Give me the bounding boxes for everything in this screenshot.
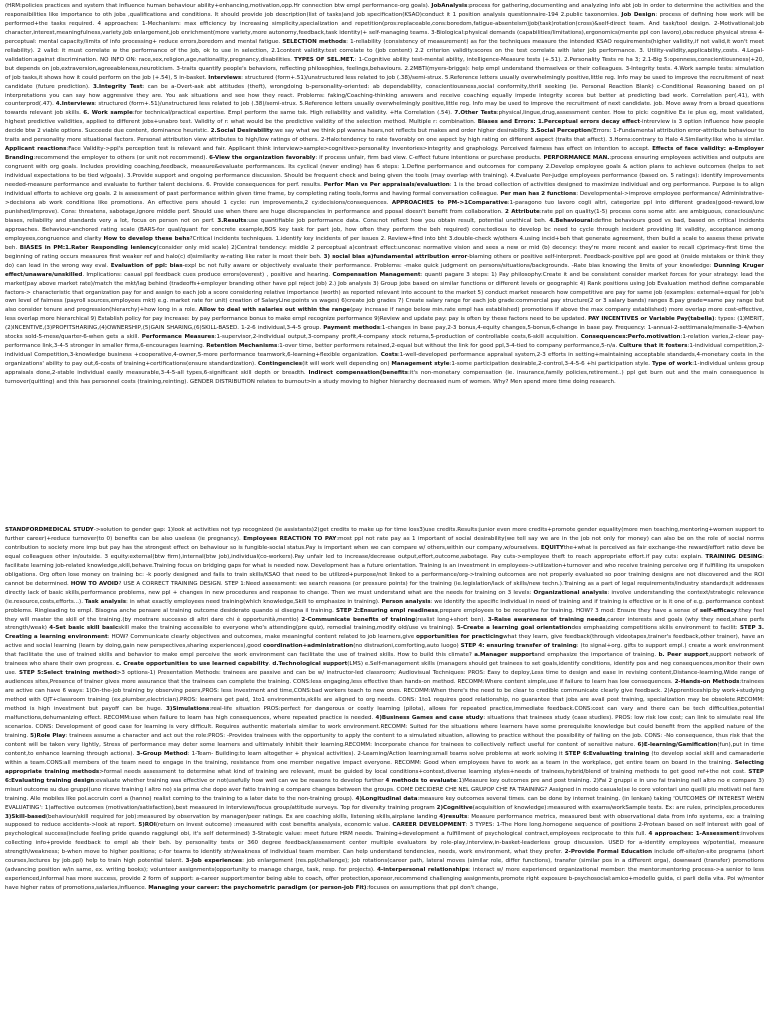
term-heading: 3.Results: [217, 217, 247, 224]
term-heading: Perfor Man vs Per appraisals/evaluation: [323, 182, 450, 189]
term-heading: TRAINING DESING: [705, 553, 763, 560]
term-text: : 1 is the broad collection of activities designed to maximize individual and org performance. Purpose is to align individual efforts to achieve org goals. 2 is assessment of past performance within given time frame, by completing rating tools,forms and having formal conversation colleague.: [5, 182, 764, 198]
term-heading: How to develop these behs: [103, 235, 190, 242]
term-heading: Applicant reactions: [5, 146, 67, 153]
term-text: ,career interests and goals (why they need,share perfs strength/weak): [5, 616, 764, 632]
term-heading: 4 methods to evaluate: [385, 777, 457, 784]
term-heading: opportunities for practicing: [416, 634, 504, 641]
term-text: :trainees are active can have 6 ways: 1)On-the-job training by observing peers,PROS: less investment and time,CONS:bad workers teach to new ones. RECOMM:When there's the need to be clear to credible communicate clearly give feedback. 2)Apprenticeship:by work+studying method with OJT+classroom training (ex.plumber,electrician).PROS: learners get paid, 1to1 environments,skills are aligned to org needs. CONS: 1to1 requires good relationship, no guarantee that jobs are avail post training, specialization may be obsolete.RECOMM: method is high investment but payoff can be huge.: [5, 679, 764, 713]
term-text: :1-individual unless group appraisals done,2-stable individual easily measurable,3-4-5-all types,6-significant skill depth or breadth.: [5, 361, 764, 377]
term-text: :focuses on assumptions that ppl don't change,: [366, 885, 499, 892]
term-text: : trainees assume a character and act out the role:PROS: -Provides trainees with the opportunity to apply the content to a simulated situation, allowing to practice without the possibility of failing on the job. CONS: -No consequence, thus risk that the content will be taken very lightly, Stress of performance may deter some learners and ultimately inhibit their learning.RECOMM: Incorporate chance for trainees to collectively reflect useful for content of sensitive nature.: [5, 732, 764, 748]
term-heading: 4)Business Games and case study: [375, 715, 484, 722]
term-text: :measure key outcomes several times. can be done by internet training. (in lenkan) taking 'OUTCOMES OF INTEREST WHEN EVALUATING': 1)affective outcomes (motivation/satisfaction),best measured in interviews/focus group/attitude surveys. Top for diversity training program: [5, 795, 764, 811]
term-heading: Culture that it fosters: [619, 343, 688, 350]
term-heading: Consequences:Perfo.motivation: [580, 334, 681, 341]
term-heading: 2)Cognitive: [436, 804, 473, 811]
term-text: the+what is perceived as fair exchange-the reward/effort ratio deve be equal colleagues other in/outside. 3 equity:external(btw firm),internal(btw job),individual(co-workers).Pay unfair led to increase/decrease output,effort,outcome,sabotage. Pay cuts->employee theft to reach appropriate effort.if pay cuts: explain.: [5, 544, 764, 560]
term-text: :involves collecting info+provide feedback to empl ab their beh. by personality tests or 360 degree feedback/assessment center multiple evaluators by role-play,interview,in-basket-leaderless group discussion. USED for a-identify employees w/potential, measure strength/weakness; b-when move to higher positions; c-for teams to identify str/weakness of individual team member. Can help understand tendencies, needs, work environment, what they prefer.: [5, 831, 764, 856]
term-heading: 4.Behavioural: [549, 217, 593, 224]
term-heading: PAY INCENTIVES or Variable Pay(tabella): [588, 316, 715, 323]
term-heading: PERFORMANCE MAN.: [543, 155, 610, 162]
term-text: :it's non-monetary compensation (ie. insurance,family policies,retirement..) ppl get burn out and the main consequence is turnover(quitting) and this has personnel costs (training,reinting). GENDER DISTRIBUTION relates to burnout>in a study moving to higher hierarchy decreased num of women. Why? Men spend more time doing research.: [5, 370, 764, 386]
term-text: :1-some participation desirable,2-control,3-4-5-6 +hi participation style.: [449, 361, 652, 368]
term-text: >formal needs assessment to determine what kind of training are relevant, must be guided by local conditions+context,diverse learning styles+needs of trainees,hybrid/blend of training methods to get good ref+the not cost.: [99, 768, 749, 775]
term-text: :process ensuring employees activities and outputs are congruent with org goals. Includes providing coaching,feedback, measure&evaluate performances. Its cyclical (never ending) has 6 steps: 1.Define performance and outcomes for company 2.Develop employee goals & action plans to achieve outcomes (helps to set individual expectations to be tied w/goals). 3.Provide support and ongoing performance discussion. Should be frequent check and being given the tools (may overlap with training). 4.Evaluate Per-judge employees performance (based on. 5 ratings): identify improvements needed-measure performance and evaluate to further talent decisions. 6. Provide consequences for perf. results.: [5, 155, 764, 189]
term-heading: STEP 6:Evaluating training: [564, 750, 650, 757]
term-text: :1-paragono tuo lavoro cogli altri, categorize ppl into different grades(good-reward,low punished/improve). Cons: threatens, sabotage,ignore middle perf. Should use when there are huge discrepancies in performance and pposal doesn't benefit from collaboration.: [5, 199, 764, 215]
term-heading: Retention Mechanisms: [206, 343, 278, 350]
term-text: -blaming others or positive self-interpret. Feedback-positive ppl are good at (inside mistakes or think they do) can lead in the wrong way eval.: [5, 253, 764, 269]
term-heading: a.Manager support: [474, 652, 535, 659]
term-heading: Costs: [380, 352, 398, 359]
term-heading: BIASES in PM:1.Rater Responding leniency: [19, 244, 157, 251]
term-heading: Effects of face validity: a-Employer Branding: [5, 146, 764, 162]
term-heading: STEP 5:Select training method: [19, 670, 117, 677]
term-heading: 3-Group Method: [136, 750, 188, 757]
term-text: : Developmental->improve employee performance/ Administrative->decisions ab work conditions like promotions. An effective pers should 1 cycle: run improvements,2 cy:decisions/consequences.: [5, 191, 764, 206]
term-text: (behaviour/skill required for job):measured by observation by manager/peer ratings. Ex are coaching skills, listening skills,airplane landing: [45, 813, 440, 820]
term-heading: Compensation Management: [332, 271, 421, 278]
term-text: :they feel they will master the skill of the training.(by mostrare successo di altri dare chi è opportunità,mentio): [5, 607, 764, 623]
term-heading: Per man has 2 functions: [500, 191, 577, 198]
term-heading: Organizational analysis: [533, 589, 608, 596]
term-text: (acquisition of knowledge):measured with exams/workSample tests. Ex: are rules, principles,procedures: [472, 804, 764, 811]
term-text: : 1-Team- Building:to learn altogether + physical activities). 2-Learning/Action learning:small teams solve problems at work solving it: [187, 750, 565, 757]
term-heading: d.Technological support: [272, 661, 348, 668]
term-heading: Selecting appropriate training methods: [5, 759, 764, 775]
term-text: :1)Measure key outcomes pre and post training. 2)Fai 2 gruppi e in uno fai training nell altro no e compare 3) misuri outcome su due gruppi(uno riceve training l altro no) sia prima che dopo aver fatto training e compare changes between the groups.: [5, 777, 764, 793]
term-heading: c. Create opportunities to use learned capability: [115, 661, 269, 668]
term-text: ,prepare employees to be receptive for training. HOW? 3 mod: Ensure they have a sense of: [438, 607, 700, 614]
term-text: :rate ppl on quality(1-5) process cons some attr. are ambiguous, conscious/unc biases, reliability and standards very a lot, focus on person not on perf.: [5, 208, 764, 224]
term-text: : 1-Cognitive ability test-mental ability, intelligence-Measure tests (+.51). 2.Personality Tests re ha 3; 2.1-Big 5:openness,conscientiousness(+20, but depends on job,extraversion,agreeableness,neuroticism. 3-traits quantify people's behaviors, reflecting philosophies, feelings,behaviours. 2.2MBTI(myers-briggs): help empl understand themselves or their colleagues. 3-Integrity tests. 4.Work sample tests: simulation of job tasks,it shows how it could perform on the job (+.54), 5 in-basket.: [5, 56, 764, 81]
term-heading: TYPES OF SEL.MET.: [294, 56, 355, 63]
term-heading: EQUITY: [540, 544, 564, 551]
term-text: skill make the training accessible to everyone who's attending(pre quiz), remedial training,modify old/use vs training).: [118, 625, 457, 632]
term-text: (return on invest outcome) :measured with cost benefits analysis, economic value.: [155, 822, 393, 829]
term-heading: 4-Set basic skill basic: [49, 625, 119, 632]
hrm-notes-block-2: [5, 526, 764, 1022]
term-heading: STEP 6:Evaluating training design: [5, 768, 764, 784]
term-text: des emphasizing competitions skills environment to facilit:: [571, 625, 740, 632]
term-heading: HOW TO AVOID: [70, 580, 119, 587]
term-text: ,support network of trainees who share their own progress.: [5, 652, 764, 668]
term-text: >3 options-1) Presentation Methods: trainees are passive and can be w/ instructor-led classroom; Audiovisual Techniques: PROS: Easy to deploy,Less time to design and ease in revising content,Distance-learning,Wide range of audiences sites,Presence of trainer gives more assurance that the trainees can complete the training. CONS:less engaging,less effective than hands-on method. RECOMM:Where content simple,use if failure to learn has low consequences.: [5, 670, 764, 686]
term-heading: STEP 3. Creating a learning environment: [5, 625, 764, 641]
term-heading: coordination+administration: [263, 643, 354, 650]
term-heading: 4.Interviews: [55, 101, 95, 108]
term-text: (fun),put in time content,to enhance learning through actions).: [5, 741, 764, 757]
term-heading: Allow to deal with salaries out within the range: [198, 307, 351, 314]
term-text: (consider only mid scale) 2)Central tendency: middle 2 perceptual a)contrast effect:unconsc normative vision and sees a new or mid (b) decency: they're more recent and easier to recall c)primacy-first time the beginning of rating occurs measures first weaker ref and halo(c) d)similarity w-rating like rater is most their beh.: [5, 244, 764, 260]
term-text: (LMS) e.Self-management skills (managers should get trainees to set goals,identify conditions, identify pos and neg consequences,monitor their own use.: [5, 661, 764, 677]
term-heading: Interviews: [208, 74, 242, 81]
term-text: (it will work well depending on): [302, 361, 392, 368]
term-text: :1-over time, better performers retained,2-equal but without the link for good ppl,3-4-tied to company performance,5-n/a.: [277, 343, 619, 350]
term-text: and emphasize the importance of training.: [534, 652, 659, 659]
term-text: :recommend the employer to others (or unit not recommend).: [33, 155, 210, 162]
term-text: :define behaviours good vs bad, based on critical incidents approaches. Behaviour-anchored rating scale (BARS-for qual/quant for concrete example,BOS key task for part job, how often they perform the beh required) cons:tedious to develop bc need to cycle through incident providing lit validity, acceptance among employees,congruence and clarity: [5, 217, 764, 242]
term-heading: STANDFORDMEDICAL STUDY: [5, 527, 94, 533]
term-heading: Person analysis: [381, 598, 431, 605]
term-text: : (to signal+org. gifts to support empl.) create a work environment that facilitate the use of trained skills and behavior to make empl perceive the work environment can facilitate the use of trained skills. How to build this climate?: [5, 643, 764, 659]
term-text: : 1-reliability (consistency of measurement) as for the techniques measure the intended KSAO requirements(higher validity,if not valid,it won't meet reliability). 2 valid: it must correlate w the performance of the job, ok to use in selection, 2.1content validity:test correlate to (job content) 2.2 criterion validity:scores on the test correlate with later job performance. 3. Utility-validity,applicability,costs. 4.Legal-validation:against discrimination. NO INFO ON: race,sex,religion,age,nationality,pregnancy,disabilities.: [5, 38, 764, 63]
term-heading: 3)Simulations: [166, 706, 210, 713]
term-heading: Evaluation of ppl: bias: [110, 262, 183, 269]
term-text: .: [268, 661, 273, 668]
term-text: : we identify the specific individual in need of training and if training is effective or is it one of e.g. performance context problems. Ringleading to empl. Bisogna anche pensare al training outcome desiderato quando si disegna il training.: [5, 598, 764, 614]
term-text: : structured (form+.51)/unstructured less related to job (.38)/semi-strux. 5.Reference letters usually overwhelmingly positive,little reg. Info may be used to improve the recruitment of next candidate (future prediction).: [5, 74, 764, 90]
hrm-notes-block-1: [5, 2, 764, 516]
term-heading: Biases and Errors: 1.Perceptual errors decay effect: [477, 119, 640, 126]
term-text: (pay increase if range below min.rate empl has established) promotions if above the max company established) more overlap more cost-effective, less overlap more hierarchical 9) Establish policy for pay increase: by pay performance bonus to make empl recognize performance 9)Review and update pay: pay is often by these factors need to be updated.: [5, 307, 764, 323]
term-heading: 6)E-learning/Gamification: [637, 741, 718, 748]
term-heading: 2-Provide Formal Education: [564, 849, 653, 856]
term-text: : in what exactly employees need training(which knowledge,Skill to emphasize in training).: [126, 598, 382, 605]
term-heading: 4)results: [439, 813, 468, 820]
term-text: :physical,lingue,drug,assessment center. How to pick: cognitive Ex ie plus eg, most validated, highest predictive validities, applied to different jobs+unabro test. Validity of r: what would be the predictive validity of the selection method. Multiple r: combination.: [5, 110, 764, 126]
term-heading: 4-interpersonal relationships: [377, 867, 469, 874]
term-heading: STEP 2:Ensuring empl readiness: [336, 607, 439, 614]
term-text: (realist long+short ben).: [415, 616, 488, 623]
term-heading: 3-Job experiences: [185, 858, 243, 865]
term-heading: Task analysis: [84, 598, 127, 605]
term-heading: JobAnalysis: [431, 3, 468, 9]
term-heading: Employees REACTION TO PAY: [243, 535, 337, 542]
term-text: . Implications: casual ppl feedback cues produce errors(overest) , positive and hearing.: [82, 271, 333, 278]
term-text: :evaluate whether training was effective or not(usefully how well can we be reasons to develop further: [94, 777, 386, 784]
term-text: :1-individual competition,2-individual Competition,3-knowledge business +cooperative,4-owner,5-more performance teamwork,6-learning+flexible organization.: [5, 343, 764, 359]
term-text: :we say what we think ppl wanna hears,not reflects but makes and order higher desirability.: [273, 128, 531, 135]
term-text: :most ppl not rate pay as 1 important of social desirability(we tell say we are in the job not only for money) can also be on the role of social norms contribution to society more imp but pay has the strongest effect on behaviour so is fungible-social status.Pay is important when we can compare w/ others,within our company,w/ourselves.: [5, 535, 764, 551]
term-heading: 3)Skill-based: [5, 813, 46, 820]
term-heading: 3-Raise awareness of training needs: [487, 616, 606, 623]
term-heading: Type of work: [651, 361, 693, 368]
term-heading: 2 Attribute: [505, 208, 540, 215]
term-heading: b. Peer support: [658, 652, 709, 659]
term-text: include off-site/on-site programs (short courses,lectures by job.ppl) help to train high potential talent.: [5, 849, 764, 865]
term-text: : structured (form+.51)/unstructured less related to job (.38)/semi-strux. 5.Reference letters usually overwhelmingly positive,little reg. Info may be used to improve the recruitment of next candidate. job. Move away from a broad questions towards relevant job skills.: [5, 101, 764, 117]
term-text: :for technical/practical expertise. Empl perform the same tsk. High reliability and validity. +Ha Correlation (.54).: [132, 110, 455, 117]
intro-text: (HRM:policies practices and system that influence human behaviour ability+enhancing,motivation,opp.Hr connection btw empl performance-org goals).: [5, 3, 432, 9]
term-heading: 6-View the organization favorably: [209, 155, 316, 162]
term-text: ?Critical incidents techniques. 1.identify key incidents of per issues 2. Review+find into bht 3.double-check w/others 4.using incid+beh that generate agreement, then build a scale to assess these private beh.: [5, 235, 764, 251]
term-heading: 3) social bias a)fundamental attribution error: [323, 253, 468, 260]
term-text: -intrerview is 3 option influence how people decide btw 2 viable options. Succeede due content, dominance heuristic.: [5, 119, 764, 135]
term-text: :process for gathering,documenting and analyzing info abt job in order to determine the activities and the responsibilities like importance to oth jobs ,qualifications and conditions. It should provide job description(list of tasks)and job specification(KSAO)conduct it 1 position analysis questionnaire-194 2.public taxonomies.: [5, 3, 764, 18]
term-heading: SELECTION methods: [282, 38, 347, 45]
term-heading: Payment methods: [323, 325, 381, 332]
term-text: : can be a-Overt-ask abt attitudes (theft), wrongdoing b-personality-oriented: ab dependability, conscientiousness,social conformity,thrill seeking (ie. Personal Reaction Blank) c-Conditional Reasoning based on pl interpretations you can say how aggressive they are. You ask situations and see how they react. Problems: faking/Coaching-thinking answers and receive coaching equally impede integrity scores but better at predicting bad work. Correlation per(.41), with counterprod(.47).: [5, 83, 764, 108]
term-text: : HOW? Communicate clearly objectives and outcomes, make meaningful content related to job learners,give: [107, 634, 417, 641]
term-heading: 7.Other Tests: [454, 110, 497, 117]
term-heading: 5-Create a learning goal orientation: [456, 625, 572, 632]
term-text: : job enlargement (res.ppl/challenge); job rotations(career path, lateral moves (similar role, differ functions), transfer (similar pos in a different orga), downward (transfer) promotions (advancing position w/in same, ex. writing books); volunteer assignments(opportunity to manage charge, task, resp. for projects).: [5, 858, 764, 874]
term-text: :1-changes in base pay,2-3 bonus,4-equity changes,5-bonus,6-change in base pay. Frequency: 1-annual-2-settimanale/mensile-3-4/when stocks sold-5-mese/quarter-6-when gets a skill.: [5, 325, 764, 341]
term-text: : situations that trainees study (case studies). PROS: low risk low cost; can link to simulate real life scenarios. CONS: Development of good case for learning is very difficult. Requires authentic materials similar to work environment.RECOMM: Suited for the situations where learners have some prerequisite knowledge but could benefit from the applied nature of the training.: [5, 715, 764, 739]
term-text: : involve understanding the context/strategic relevance (ie.resource,costs,efforts...).: [5, 589, 764, 605]
term-text: :real-life situation PROS:perfect for dangerous or costly learning (pilota), allows for repeated practice,immediate feedback.CONS:cost can vary and there can be tech difficulties,potential malfunctions,dehumanizing effect. RECOMM:use when failure to learn has high consequences, where repeated practice is needed.: [5, 706, 764, 722]
term-heading: Managing your career: the psychometric paradigm (or person-job Fit): [148, 885, 367, 892]
term-text: : process of defining how work will be performed+the tasks required. 4 approaches: 1-Mechanism: max efficiency by increasing simplicity,specialization and repetition(pros:replaceable,cons:boredom,fatigue-absenteism)job(task)rotation(cross)&self-direct team. And task/tool design. 2-Motivational:job character,interest,meaningfulness,variety,job enlargement,job enrichment(more variety,more autonomy,feedback,task identity)+ self-managing teams. 3-Biological:physical demands (capabilities/limitations),ergonomics(mente ppl con lavoro),obs:reduce physical stress 4-perceptual: mental capacity/limits of info processing+ reduce errors,boredom and mental fatigue.: [5, 11, 764, 45]
term-heading: 2-Hands-on Methods: [674, 679, 740, 686]
term-heading: STEP 4: ensuring transfer of training: [460, 643, 577, 650]
term-text: :Face Validity->ppl's perception test is relevant and fair. Applicant think interview>sample>cognitive>personality inventories>integrity and graphology. Perceived fairness has effect on intention to accept.: [66, 146, 653, 153]
term-heading: Job Design: [621, 11, 656, 18]
term-heading: 2-Communicate benefits of training: [301, 616, 416, 623]
term-heading: 3.Social Perception: [530, 128, 591, 135]
term-heading: Management style: [391, 361, 450, 368]
term-text: (Errors: 1-Fundamental attribution error-attribute behaviour to traits and personality more situational factors. Personal attribution view attributes to high/low ratings of others. 2-Halo:tendency to rate favorably on one aspect by high rating on different aspect (traits that affect). 3.Horns:contrary to Halo 4.Similarity:like who is similar.: [5, 128, 764, 144]
term-heading: Contingencies: [257, 361, 303, 368]
term-text: : facilitate learning job-related knowledge,skill,behave.Training focus on bridging gaps for what is needed now. Development has a future orientation. Training is an investment in employees->utilization+turnover and who receive training perceive org if fulfilling its unspoken obligations. Org often lose money on training bc: -k poorly designed and fails to train skills/KSAO that need to be utilized+purpose/not linked to a performance/org->training outcomes are not properly evaluated so poor training designs are not discovered and the ROI cannot be determined.: [5, 553, 764, 587]
term-heading: Dunning Kruger effect/unaware/unskilled: [5, 262, 764, 278]
term-text: (to develop social skill and camaraderie within a team.CONS:all members of the team need to engage in the training, resistance from one member negative impact everyone. RECOMM: Good when employees have to work as a team in the workplace, get entire team on board in the training.: [5, 750, 764, 766]
term-text: what they learn, give feedback(through videotapes,trainer's feedback,other trainer), have an active and social learning (learn by doing,gain new perspectives,sharing experiences),good: [5, 634, 764, 650]
term-heading: 6. Work sample: [83, 110, 133, 117]
term-text: : 3 TYPES: 1-The Hore long.homogene sequence of positions 2-Protean based on self interest with goal of psychological success(include feeling pride quando raggiungi obi, it's self determined) 3-Strategic value: meet future HRM needs. Training+development a fulfillment of psychological contract,employees reciprocate to this full.: [5, 822, 764, 838]
term-text: :use quantifiable job performance data. Cons:not reflect how you obtain result, potential unethical beh.: [246, 217, 550, 224]
term-heading: Performance Measures: [141, 334, 215, 341]
term-text: :1-relation varies,2-clear pay-performance link,3-4-5 stronger in smaller firms,6-encourages learning.: [5, 334, 764, 350]
term-text: : interact w/ more experienced organizational member: the mentor:mentoring process->a senior to less experienced,informal has more success, provide 2 form of support: a-career support:mentor being able to coach, offer protection,sponsor,recommend challenging assignments,promote right exposure b-psychosocial:amico+modello guida, ci parli della vita. Poi w/mentor have higher rates of promotions,salaries,influence.: [5, 867, 764, 892]
term-text: (no distrazioni,comforting,auto luogo): [353, 643, 461, 650]
term-text: COME DECIDERE CHE NEL GRUPOP CHE FA TRAINING? Assigned in modo casuale(se lo core volontari uno quelli piu motivati nel fare training. Alle mobiles like pol.accruin corri a (hanno) realist coming to the training to a later date to the non-training group).: [5, 786, 764, 802]
term-heading: 5)Role Play: [30, 732, 66, 739]
term-text: : quanti pagare 3 steps: 1) Pay philosophy:Create it and be consistent consider market forces for your strategy: lead the market(pay above market rate)/match the mkt/lag behind (tradeoffs+employer branding other have ppl reject job) 2.) Job analysis 3) Group jobs based on similar functions or different levels or geographic 4) Rank positions using Job Evaluation method define comparable factors-> characteristic that organization pay for and assign to each job a score considering relative importance (worth) as reported relevant into account to the market 5) conduct market research how competitive are pay for same job (examples: external+equal for job's own level of fairness (payroll sources,employees mkt) e.g. market rate for unit) creation of SalaryLine:points vs wages) 6)create job grades 7) Create salary range for each job grade:commercial pay structure(2 or 3 salary bands) ranges 8.pay grade=same pay range but also consider tenure and progression(hierarchy)+how long in a role.: [5, 271, 764, 314]
term-heading: Indirect compensation(benefits: [308, 370, 408, 377]
term-text: -expl bc not fully aware or objectively evaluate their performance. Problems: -make quick judgment on persons/situations/backgrounds. -Rate bias knowing the limits of your knowledge:: [182, 262, 714, 269]
term-text: ->solution to gender gap: 1)look at activities not typ recognized (ie assistants)2)get credits to make up for time loss3)use credits.Results:junior even more credits+promote gender equality(more men teaching,mentoring+women support to further career)+reduce turnover(to 0) benefits can be also useless (ie pregnancy).: [5, 527, 764, 542]
term-text: : if process unfair, firm bad view. C-effect future intentions or purchase products.: [315, 155, 544, 162]
term-text: : types: (1)MERIT,(2)INCENTIVE,(3)PROFITSHARING,(4)OWNERSHIP,(5)GAIN SHARING,(6)SKILL-BASED. 1-2-6 individual,3-4-5 group.: [5, 316, 764, 332]
term-text: :1-well-developed performance appraisal system,2-3 efforts in setting+maintaining acceptable standards,4-monetary costs in the organizations' ability to pay out,6-costs of training+certifications(ensure standardization).: [5, 352, 764, 368]
term-heading: 4 approaches: 1-Assessment: [648, 831, 740, 838]
term-heading: self-efficacy: [699, 607, 738, 614]
term-heading: 4)Longitudinal data: [355, 795, 418, 802]
block-gap: [5, 516, 764, 526]
term-heading: CAREER DEVELOPMENT: [392, 822, 466, 829]
term-text: ? USE A CORRECT TRAINING DESIGN. STEP 1:Need assessment: we search reasons (or pressure points) for the training (ie.legislation/lack of skills/new techn.).Training as a part of legal requirements/industry standards;it addresses directly lack of basic skills,performance problems, new ppl + changes in new procedures and response to change. Then we must understand what are the needs for training on 3 levels:: [5, 580, 764, 596]
term-heading: 5)ROI: [138, 822, 156, 829]
term-heading: 2.Social Desirability: [210, 128, 274, 135]
term-heading: 3.Integrity Test: [93, 83, 143, 90]
term-text: :1-supervisor,2-individual output,3-company profit,4-company stock returns,5-production of controllable costs,6-skill acquisition.: [214, 334, 581, 341]
term-text: : Measure performance metrics, measured best with observational data from info systems, ex: a training supposed to reduce accidents->look at report.: [5, 813, 764, 829]
term-heading: APPROACHES to PM->1Comparative: [391, 199, 508, 206]
